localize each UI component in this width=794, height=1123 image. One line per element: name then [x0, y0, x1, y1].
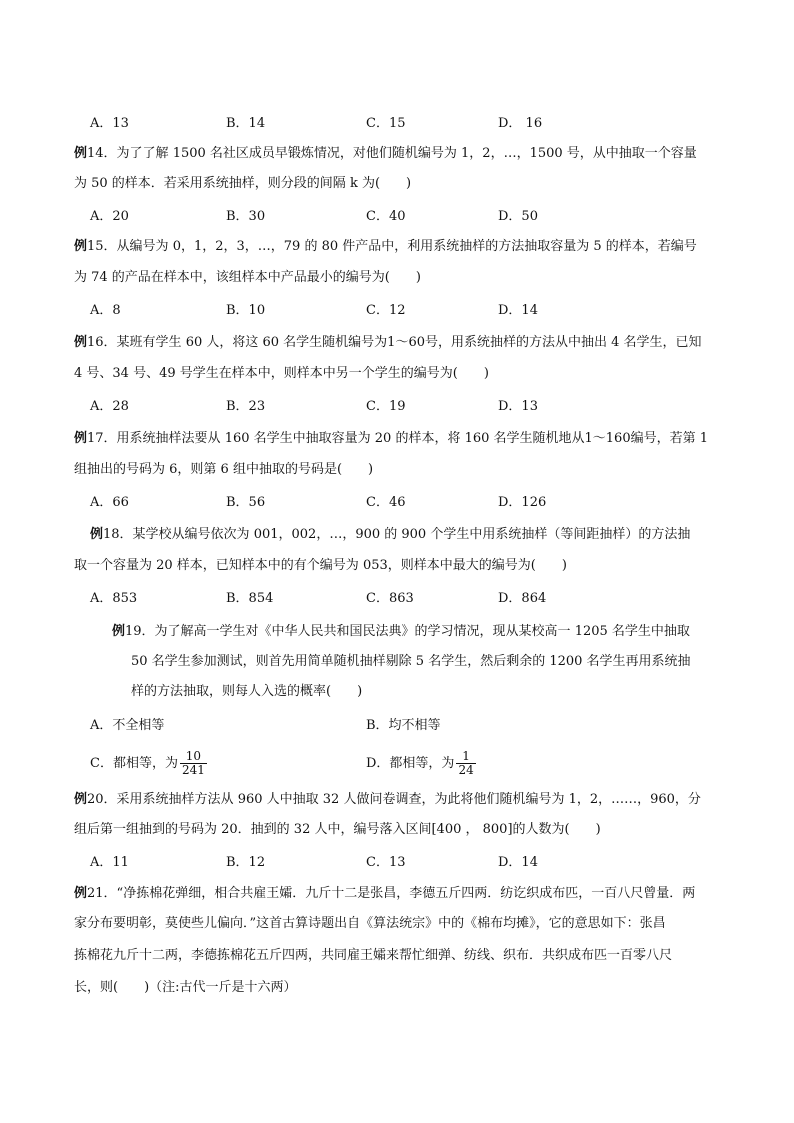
ex15-line1: [74, 237, 697, 257]
option-d: D．126: [498, 495, 547, 510]
ex19-text1: 19．为了解高一学生对《中华人民共和国民法典》的学习情况，现从某校高一 1205 名学生中抽取: [125, 624, 690, 639]
option-d: D． 16: [498, 116, 543, 131]
ex14-line2: 为 50 的样本．若采用系统抽样，则分段的间隔 k 为( ): [74, 176, 412, 191]
option-c: C．40: [366, 209, 406, 224]
ex17-line1: [74, 429, 708, 449]
option-c: C．15: [366, 116, 406, 131]
ex19-line3: 样的方法抽取，则每人入选的概率( ): [131, 684, 363, 699]
ex17-options: [90, 493, 690, 513]
option-c: C．13: [366, 855, 406, 870]
fraction-denominator: 241: [181, 763, 205, 777]
option-d: D．14: [498, 303, 538, 318]
ex15-text1: 15．从编号为 0，1，2，3，…，79 的 80 件产品中，利用系统抽样的方法抽取容量为 5 的样本，若编号: [87, 239, 697, 254]
option-c: [90, 750, 207, 777]
ex15-line2: 为 74 的产品在样本中，该组样本中产品最小的编号为( ): [74, 270, 421, 285]
ex16-text1: 16．某班有学生 60 人，将这 60 名学生随机编号为1～60号，用系统抽样的方法从中抽出 4 名学生，已知: [87, 335, 702, 350]
ex20-options: [90, 853, 690, 873]
fraction-denominator: 24: [458, 763, 474, 777]
option-b: B．854: [226, 591, 274, 606]
ex18-line1: [90, 525, 690, 545]
example-label: 例: [74, 431, 88, 446]
example-label: 例: [74, 792, 88, 807]
option-a: A．28: [90, 399, 129, 414]
example-label: 例: [112, 624, 126, 639]
option-a: A．不全相等: [90, 718, 165, 733]
option-b: B．23: [226, 399, 266, 414]
option-a: A．13: [90, 116, 129, 131]
option-d: D．864: [498, 591, 547, 606]
option-c: C．46: [366, 495, 406, 510]
ex19-options-cd: [90, 750, 690, 780]
option-b: B．14: [226, 116, 266, 131]
example-label: 例: [74, 335, 88, 350]
ex18-line2: 取一个容量为 20 样本，已知样本中的有个编号为 053，则样本中最大的编号为( ): [74, 558, 567, 573]
option-c: C．12: [366, 303, 406, 318]
ex18-options: [90, 589, 690, 609]
ex14-text1: 14．为了了解 1500 名社区成员早锻炼情况，对他们随机编号为 1，2，…，1500 号，从中抽取一个容量: [87, 146, 697, 161]
ex14-line1: [74, 144, 697, 164]
option-a: A．853: [90, 591, 138, 606]
ex17-text1: 17．用系统抽样法要从 160 名学生中抽取容量为 20 的样本，将 160 名学生随机地从1～160编号，若第 1: [87, 431, 709, 446]
ex20-line2: 组后第一组抽到的号码为 20．抽到的 32 人中，编号落入区间[400 ， 800]的人数为( ): [74, 822, 601, 837]
option-d-text: D．都相等，为: [366, 756, 455, 771]
example-label: 例: [74, 146, 88, 161]
option-c-text: C．都相等，为: [90, 756, 178, 771]
option-a: A．66: [90, 495, 129, 510]
example-label: 例: [74, 886, 88, 901]
ex16-line1: [74, 333, 702, 353]
ex21-text1: 21．“净拣棉花弹细，相合共雇王孀．九斤十二是张昌，李德五斤四两．纺讫织成布匹，一百八尺曾量．两: [87, 886, 696, 901]
fraction-numerator: 10: [180, 750, 207, 764]
option-d: [366, 750, 476, 777]
option-a: A．8: [90, 303, 121, 318]
option-c: C．863: [366, 591, 414, 606]
ex21-line4: 长，则( )（注:古代一斤是十六两）: [74, 980, 297, 995]
ex21-line3: 拣棉花九斤十二两，李德拣棉花五斤四两，共同雇王孀来帮忙细弹、纺线、织布．共织成布匹一百零八尺: [74, 948, 673, 963]
ex17-line2: 组抽出的号码为 6，则第 6 组中抽取的号码是( ): [74, 462, 374, 477]
fraction-1-24: [456, 750, 475, 777]
example-label: 例: [90, 527, 104, 542]
option-b: B．30: [226, 209, 266, 224]
options-row-prev: [90, 114, 690, 134]
option-d: D．13: [498, 399, 538, 414]
option-b: B．均不相等: [366, 718, 441, 733]
ex19-line1: [112, 622, 690, 642]
ex19-line2: 50 名学生参加测试，则首先用简单随机抽样剔除 5 名学生，然后剩余的 1200 名学生再用系统抽: [131, 654, 691, 669]
ex14-options: [90, 207, 690, 227]
ex20-text1: 20．采用系统抽样方法从 960 人中抽取 32 人做问卷调查，为此将他们随机编号为 1，2，……，960，分: [87, 792, 701, 807]
option-a: A．20: [90, 209, 129, 224]
ex20-line1: [74, 790, 701, 810]
ex16-options: [90, 397, 690, 417]
ex21-line1: [74, 884, 695, 904]
ex21-line2: 家分布要明彰，莫使些儿偏向．”这首古算诗题出自《算法统宗》中的《棉布均摊》，它的意思如下：张昌: [74, 916, 666, 931]
example-label: 例: [74, 239, 88, 254]
option-b: B．12: [226, 855, 266, 870]
ex19-options-ab: [90, 716, 690, 736]
option-b: B．56: [226, 495, 266, 510]
option-d: D．50: [498, 209, 538, 224]
option-c: C．19: [366, 399, 406, 414]
option-b: B．10: [226, 303, 266, 318]
ex18-text1: 18．某学校从编号依次为 001，002，…，900 的 900 个学生中用系统抽样（等间距抽样）的方法抽: [103, 527, 691, 542]
fraction-10-241: [180, 750, 207, 777]
ex15-options: [90, 301, 690, 321]
fraction-numerator: 1: [456, 750, 475, 764]
ex16-line2: 4 号、34 号、49 号学生在样本中，则样本中另一个学生的编号为( ): [74, 366, 489, 381]
option-a: A．11: [90, 855, 129, 870]
option-d: D．14: [498, 855, 538, 870]
